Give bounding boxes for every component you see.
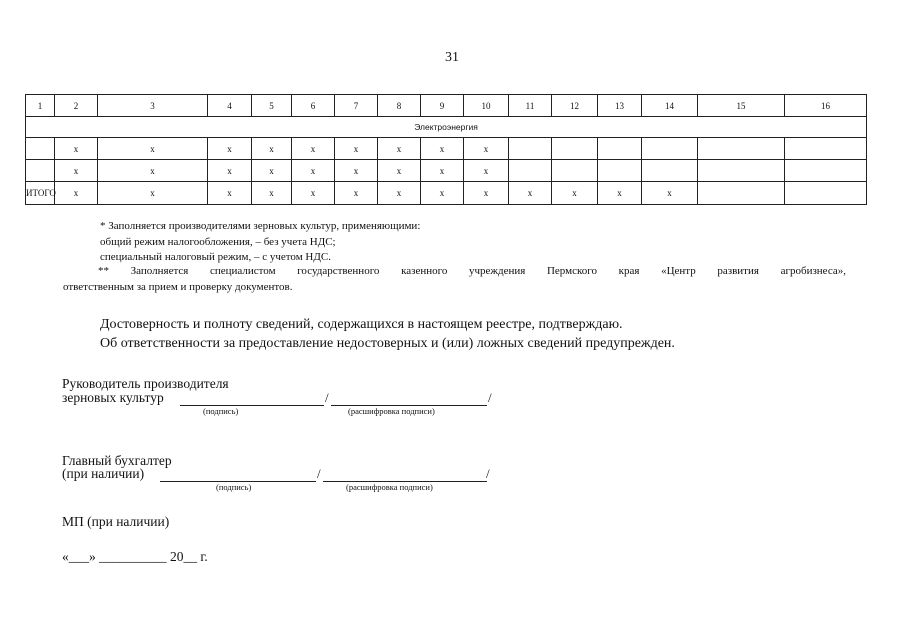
total-row — [26, 182, 867, 205]
column-header: 10 — [464, 95, 509, 117]
table-cell: x — [421, 182, 464, 205]
table-cell — [552, 138, 598, 160]
table-cell: x — [98, 138, 208, 160]
column-header: 8 — [378, 95, 421, 117]
total-label: ИТОГО — [26, 182, 55, 205]
column-header: 7 — [335, 95, 378, 117]
accountant-signature-caption: (подпись) — [216, 482, 252, 492]
table-cell — [552, 160, 598, 182]
column-header: 15 — [698, 95, 785, 117]
table-cell: x — [378, 182, 421, 205]
section-title: Электроэнергия — [26, 117, 867, 138]
head-signature-line — [180, 405, 324, 406]
head-slash-2: / — [488, 390, 492, 405]
table-cell: x — [335, 138, 378, 160]
column-header: 3 — [98, 95, 208, 117]
column-header: 5 — [252, 95, 292, 117]
table-cell: x — [552, 182, 598, 205]
head-signature-caption: (подпись) — [203, 406, 239, 416]
footnote-1: * Заполняется производителями зерновых культур, применяющими: — [100, 220, 421, 232]
table-cell: x — [598, 182, 642, 205]
table-cell: x — [421, 160, 464, 182]
table-cell: x — [208, 160, 252, 182]
confirmation-statement: Достоверность и полноту сведений, содержащихся в настоящем реестре, подтверждаю. — [100, 317, 623, 332]
table-cell — [598, 160, 642, 182]
accountant-subtitle: (при наличии) — [62, 466, 145, 481]
accountant-title: Главный бухгалтер — [62, 453, 172, 468]
table-cell: x — [252, 182, 292, 205]
table-cell: x — [464, 138, 509, 160]
footnote-1-item-general: общий режим налогообложения, – без учета НДС; — [100, 236, 336, 248]
accountant-name-caption: (расшифровка подписи) — [346, 482, 433, 492]
footnote-2: ** Заполняется специалистом государственного казенного учреждения Пермского края «Центр развития агробизнеса», — [98, 265, 846, 277]
table-cell: x — [335, 182, 378, 205]
table-row — [26, 160, 867, 182]
table-cell: x — [509, 182, 552, 205]
table-cell: x — [464, 160, 509, 182]
liability-statement: Об ответственности за предоставление недостоверных и (или) ложных сведений предупрежден. — [100, 336, 675, 351]
column-header: 2 — [55, 95, 98, 117]
column-header: 1 — [26, 95, 55, 117]
column-header: 13 — [598, 95, 642, 117]
table-cell: x — [642, 182, 698, 205]
table-cell — [509, 138, 552, 160]
column-header: 9 — [421, 95, 464, 117]
stamp-label: МП (при наличии) — [62, 514, 170, 529]
accountant-slash-2: / — [486, 466, 490, 481]
table-cell: x — [208, 138, 252, 160]
footnote-2-continued: ответственным за прием и проверку документов. — [63, 281, 293, 293]
table-cell — [642, 160, 698, 182]
table-row — [26, 138, 867, 160]
column-header: 12 — [552, 95, 598, 117]
column-header: 16 — [785, 95, 867, 117]
table-cell: x — [378, 160, 421, 182]
table-cell — [509, 160, 552, 182]
table-cell — [698, 182, 785, 205]
column-header: 11 — [509, 95, 552, 117]
table-cell: x — [335, 160, 378, 182]
section-row — [26, 117, 867, 138]
table-cell: x — [55, 182, 98, 205]
head-name-caption: (расшифровка подписи) — [348, 406, 435, 416]
table-cell — [26, 138, 55, 160]
table-cell: x — [55, 138, 98, 160]
table-cell: x — [292, 160, 335, 182]
table-cell — [598, 138, 642, 160]
report-table — [25, 94, 867, 205]
accountant-slash-1: / — [317, 466, 321, 481]
table-cell — [698, 138, 785, 160]
table-cell — [785, 160, 867, 182]
footnote-1-item-special: специальный налоговый режим, – с учетом НДС. — [100, 251, 331, 263]
table-cell: x — [292, 182, 335, 205]
table-cell: x — [421, 138, 464, 160]
head-slash-1: / — [325, 390, 329, 405]
table-cell: x — [252, 160, 292, 182]
head-title: Руководитель производителя — [62, 376, 229, 391]
table-cell: x — [55, 160, 98, 182]
table-cell — [785, 138, 867, 160]
table-cell: x — [252, 138, 292, 160]
table-cell: x — [98, 160, 208, 182]
table-cell: x — [464, 182, 509, 205]
column-header: 4 — [208, 95, 252, 117]
table-cell: x — [208, 182, 252, 205]
column-header: 14 — [642, 95, 698, 117]
head-subtitle: зерновых культур — [62, 390, 164, 405]
date-line: «___» __________ 20__ г. — [62, 549, 208, 564]
table-cell — [26, 160, 55, 182]
table-cell: x — [292, 138, 335, 160]
column-header: 6 — [292, 95, 335, 117]
page-number: 31 — [445, 50, 459, 65]
table-cell: x — [378, 138, 421, 160]
table-cell — [698, 160, 785, 182]
table-cell — [785, 182, 867, 205]
table-cell: x — [98, 182, 208, 205]
table-cell — [642, 138, 698, 160]
table-header-row — [26, 95, 867, 117]
